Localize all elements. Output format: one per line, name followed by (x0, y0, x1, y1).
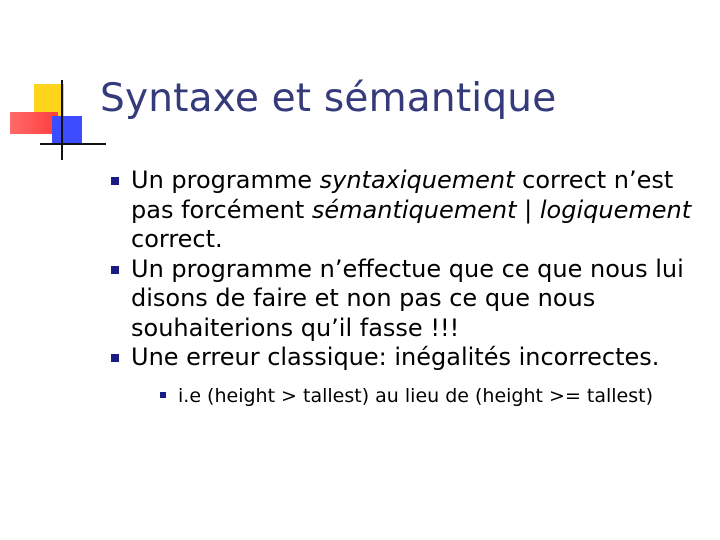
sub-bullet-item-1 (160, 383, 711, 409)
bullet-list (111, 166, 711, 409)
bullet-square-icon (111, 177, 119, 185)
slide-title: Syntaxe et sémantique (100, 76, 557, 121)
bullet-text-segment: | (516, 195, 540, 224)
bullet-text-segment: correct. (131, 225, 223, 253)
decorative-logo (0, 0, 110, 170)
bullet-square-icon (111, 354, 119, 362)
bullet-text-italic: sémantiquement (311, 195, 517, 224)
logo-horizontal-line (40, 143, 106, 145)
sub-bullet-text: i.e (height > tallest) au lieu de (height >= tallest) (178, 384, 653, 407)
bullet-text-segment: Une erreur classique: inégalités incorrectes. (131, 343, 660, 371)
bullet-text-segment: Un programme (131, 166, 320, 194)
logo-vertical-line (61, 80, 63, 160)
bullet-item-3 (111, 343, 711, 373)
bullet-text (131, 166, 691, 253)
bullet-item-1 (111, 166, 711, 255)
sub-bullet-square-icon (160, 392, 166, 398)
bullet-text (131, 343, 659, 371)
logo-red-bar (10, 112, 58, 134)
bullet-text (131, 255, 684, 342)
bullet-text-segment: correct n’est pas forcément (131, 166, 674, 224)
bullet-text-italic: logiquement (539, 195, 692, 224)
bullet-item-2 (111, 255, 711, 344)
bullet-text-italic: syntaxiquement (319, 166, 515, 194)
bullet-square-icon (111, 266, 119, 274)
bullet-text-segment: Un programme n’effectue que ce que nous lui disons de faire et non pas ce que nous souhaiterions qu’il fasse !!! (131, 254, 684, 342)
logo-blue-square (52, 116, 82, 144)
